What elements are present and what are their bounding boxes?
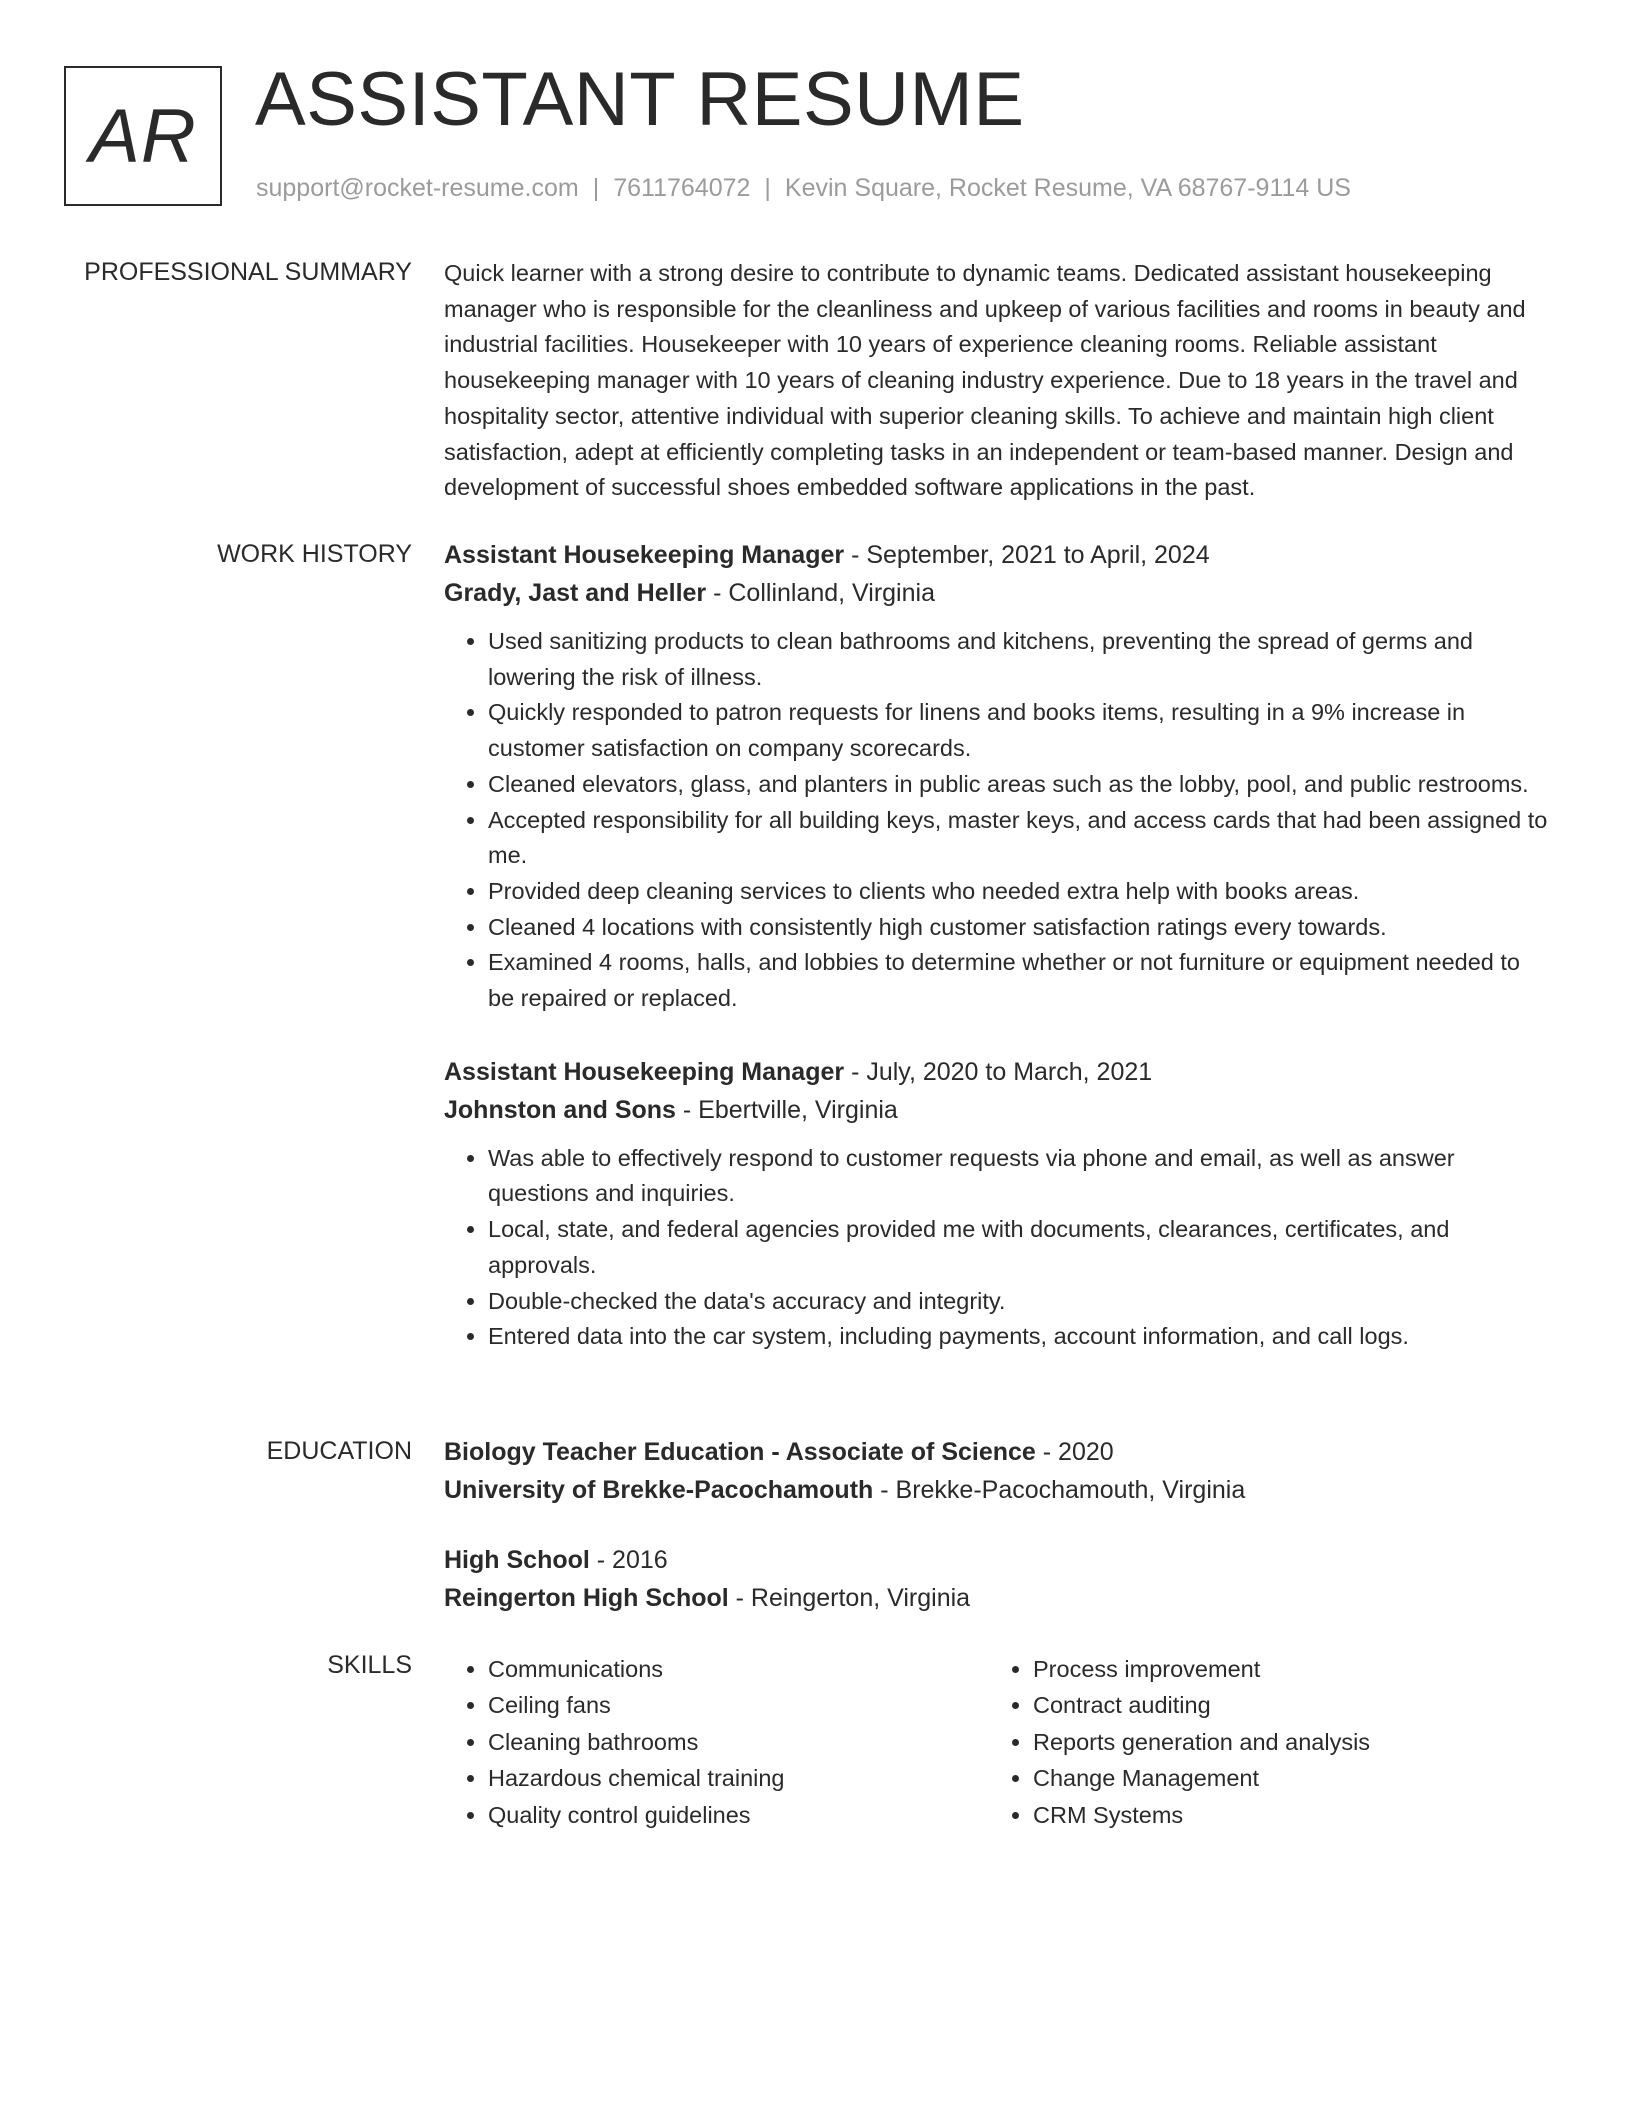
- education-body: [444, 1433, 1549, 1617]
- section-label-skills: SKILLS: [327, 1651, 412, 1679]
- skills-body: [444, 1651, 1549, 1833]
- education-school: University of Brekke-Pacochamouth: [444, 1476, 874, 1504]
- summary-text: Quick learner with a strong desire to contribute to dynamic teams. Dedicated assistant housekeeping manager who is responsible for the cleanliness and upkeep of various facilities and rooms in beauty and industrial facilities. Housekeeper with 10 years of experience cleaning rooms. Reliable assistant housekeeping manager with 10 years of cleaning industry experience. Due to 18 years in the travel and hospitality sector, attentive individual with superior cleaning skills. To achieve and maintain high client satisfaction, adept at efficiently completing tasks in an independent or team-based manner. Design and development of successful shoes embedded software applications in the past.: [444, 260, 1526, 501]
- education-degree: Biology Teacher Education - Associate of Science: [444, 1438, 1036, 1466]
- contact-line: [256, 174, 1351, 203]
- skill-item: • Hazardous chemical training: [488, 1760, 989, 1796]
- job-entry: [444, 1053, 1549, 1355]
- job-bullet: • Cleaned 4 locations with consistently high customer satisfaction ratings every towards.: [488, 910, 1549, 946]
- job-bullet: • Examined 4 rooms, halls, and lobbies to determine whether or not furniture or equipment needed to be repaired or replaced.: [488, 945, 1549, 1016]
- skills-list-left: [444, 1651, 989, 1833]
- education-degree-line: [444, 1433, 1549, 1471]
- job-bullet: • Was able to effectively respond to customer requests via phone and email, as well as answer questions and inquiries.: [488, 1141, 1549, 1212]
- job-location: - Collinland, Virginia: [706, 579, 935, 607]
- education-entry: [444, 1433, 1549, 1509]
- education-degree-line: [444, 1541, 1549, 1579]
- education-school-line: [444, 1579, 1549, 1617]
- section-label-education: EDUCATION: [266, 1437, 412, 1465]
- job-bullet: • Quickly responded to patron requests for linens and books items, resulting in a 9% increase in customer satisfaction on company scorecards.: [488, 695, 1549, 766]
- education-entry: [444, 1541, 1549, 1617]
- job-title-line: [444, 1053, 1549, 1091]
- contact-separator: |: [764, 174, 771, 202]
- job-title: Assistant Housekeeping Manager: [444, 1057, 845, 1086]
- contact-email: support@rocket-resume.com: [256, 174, 579, 202]
- contact-separator: |: [592, 174, 600, 202]
- monogram-box: [64, 66, 222, 206]
- job-company: Johnston and Sons: [444, 1095, 676, 1124]
- education-location: - Brekke-Pacochamouth, Virginia: [873, 1476, 1246, 1504]
- skills-column-right: [989, 1651, 1534, 1833]
- education-year: - 2016: [589, 1546, 668, 1574]
- job-bullet: • Used sanitizing products to clean bathrooms and kitchens, preventing the spread of germs and lowering the risk of illness.: [488, 624, 1549, 695]
- education-school: Reingerton High School: [444, 1584, 729, 1612]
- job-company: Grady, Jast and Heller: [444, 579, 707, 607]
- job-dates: - September, 2021 to April, 2024: [844, 541, 1210, 569]
- job-title-line: [444, 536, 1549, 574]
- work-history-body: [444, 536, 1549, 1355]
- skill-item: • Contract auditing: [1033, 1687, 1534, 1723]
- skill-item: • Quality control guidelines: [488, 1797, 989, 1833]
- job-bullets: [444, 1141, 1549, 1355]
- monogram-text: AR: [89, 93, 197, 179]
- skills-columns: [444, 1651, 1549, 1833]
- job-location: - Ebertville, Virginia: [675, 1095, 898, 1124]
- contact-address: Kevin Square, Rocket Resume, VA 68767-9114 US: [784, 174, 1351, 202]
- job-bullet: • Double-checked the data's accuracy and integrity.: [488, 1284, 1549, 1320]
- skill-item: • Ceiling fans: [488, 1687, 989, 1723]
- education-location: - Reingerton, Virginia: [728, 1584, 971, 1612]
- skills-column-left: [444, 1651, 989, 1833]
- education-degree: High School: [444, 1546, 590, 1574]
- skill-item: • Cleaning bathrooms: [488, 1724, 989, 1760]
- job-bullet: • Local, state, and federal agencies provided me with documents, clearances, certificates, and approvals.: [488, 1212, 1549, 1283]
- job-company-line: [444, 1091, 1549, 1129]
- job-dates: - July, 2020 to March, 2021: [844, 1057, 1153, 1086]
- education-school-line: [444, 1471, 1549, 1509]
- job-company-line: [444, 574, 1549, 612]
- skill-item: • CRM Systems: [1033, 1797, 1534, 1833]
- resume-title: ASSISTANT RESUME: [255, 57, 1025, 142]
- skill-item: • Communications: [488, 1651, 989, 1687]
- job-bullets: [444, 624, 1549, 1017]
- skill-item: • Reports generation and analysis: [1033, 1724, 1534, 1760]
- job-bullet: • Provided deep cleaning services to clients who needed extra help with books areas.: [488, 874, 1549, 910]
- job-title: Assistant Housekeeping Manager: [444, 541, 845, 569]
- skills-list-right: [989, 1651, 1534, 1833]
- section-label-summary: PROFESSIONAL SUMMARY: [84, 258, 412, 286]
- job-bullet: • Entered data into the car system, including payments, account information, and call logs.: [488, 1319, 1549, 1355]
- skill-item: • Change Management: [1033, 1760, 1534, 1796]
- job-bullet: • Cleaned elevators, glass, and planters in public areas such as the lobby, pool, and public restrooms.: [488, 767, 1549, 803]
- job-bullet: • Accepted responsibility for all building keys, master keys, and access cards that had been assigned to me.: [488, 803, 1549, 874]
- summary-body: [444, 256, 1549, 506]
- job-entry: [444, 536, 1549, 1017]
- skill-item: • Process improvement: [1033, 1651, 1534, 1687]
- section-label-work-history: WORK HISTORY: [217, 540, 412, 568]
- education-year: - 2020: [1035, 1438, 1114, 1466]
- contact-phone: 7611764072: [613, 174, 751, 202]
